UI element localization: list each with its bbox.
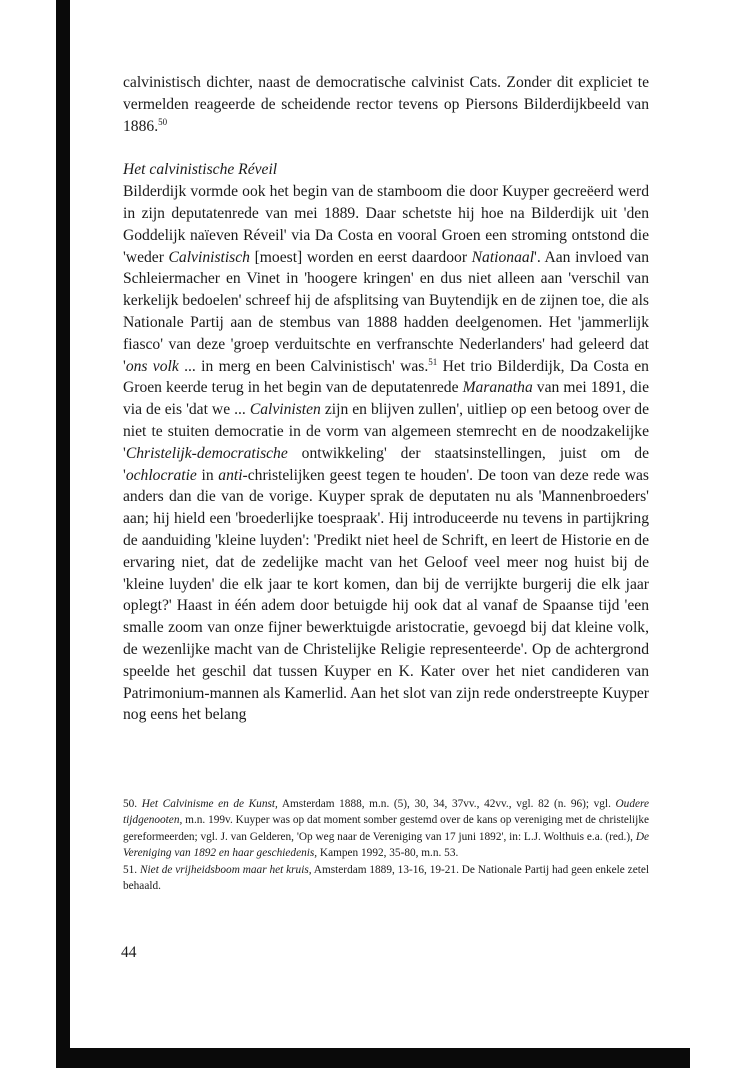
page-number: 44 [121,944,137,961]
footnote-51: 51. Niet de vrijheidsboom maar het kruis, Amsterdam 1889, 13-16, 19-21. De Nationale Partij had geen enkele zetel behaald. [123,863,649,893]
section-heading: Het calvinistische Réveil [123,161,278,179]
main-text [123,72,649,726]
footnotes [123,796,649,894]
paragraph-2: Bilderdijk vormde ook het begin van de stamboom die door Kuyper gecreëerd werd in zijn deputatenrede van mei 1889. Daar schetste hij hoe na Bilderdijk uit 'den Goddelijk naïeven Réveil' via Da Costa en vooral Groen een stroming ontstond die 'weder Calvinistisch [moest] worden en eerst daardoor Nationaal'. Aan invloed van Schleiermacher en Vinet in 'hoogere kringen' en dus niet alleen aan 'verschil van kerkelijk bedoelen' schreef hij de afsplitsing van Buytendijk en de zijnen toe, die als Nationale Partij aan de stembus van 1888 hadden deelgenomen. Het 'jammerlijk fiasco' van deze 'groep verduitschte en verfranschte Nederlanders' had geleerd dat 'ons volk ... in merg en been Calvinistisch' was.$^{51}$ Het trio Bilderdijk, Da Costa en Groen keerde terug in het begin van de deputatenrede Maranatha van mei 1891, die via de eis 'dat we ... Calvinisten zijn en blijven zullen', uitliep op een betoog over de niet te stuiten democratie in de vorm van algemeen stemrecht en de noodzakelijke 'Christelijk-democratische ontwikkeling' der staatsinstellingen, juist om de 'ochlocratie in anti-christelijken geest tegen te houden'. De toon van deze rede was anders dan die van de vorige. Kuyper sprak de deputaten nu als 'Mannenbroeders' aan; hij hield een 'broederlijke toespraak'. Hij introduceerde nu tevens in partijkring de aanduiding 'kleine luyden': 'Predikt niet heel de Schrift, en leert de Historie en de ervaring niet, dat de zedelijke macht van het Geloof veel meer nog huist bij de 'kleine luyden' die elk jaar te kort komen, dan bij de verrijkte burgerij die elk jaar oplegt?' Haast in één adem door betuigde hij ook dat al vanaf de Spaanse tijd 'een smalle zoom van onze fijner bewerktuigde aristocratie, gevoegd bij dat kleine volk, de wezenlijke macht van de Christelijke Religie representeerde'. Op de achtergrond speelde het geschil dat tussen Kuyper en K. Kater over het niet candideren van Patrimonium-mannen als Kamerlid. Aan het slot van zijn rede onderstreepte Kuyper nog eens het belang [123,183,649,724]
footnote-ref-50: 50 [158,116,168,127]
footnote-ref-51: 51 [428,356,438,367]
footnote-50: 50. Het Calvinisme en de Kunst, Amsterdam 1888, m.n. (5), 30, 34, 37vv., 42vv., vgl. 82 (n. 96); vgl. Oudere tijdgenooten, m.n. 199v. Kuyper was op dat moment somber gestemd over de kans op vereniging met de christelijke gereformeerden; vgl. J. van Gelderen, 'Op weg naar de Vereniging van 17 juni 1892', in: L.J. Wolthuis e.a. (red.), De Vereniging van 1892 en haar geschiedenis, Kampen 1992, 35-80, m.n. 53. [123,798,649,860]
paragraph-1-text: calvinistisch dichter, naast de democratische calvinist Cats. Zonder dit expliciet te vermelden reageerde de scheidende rector tevens op Piersons Bilderdijkbeeld van 1886. [123,74,649,135]
page-bottom-shadow [56,1048,690,1068]
paragraph-1 [123,72,649,137]
page-spine-shadow [56,0,70,1068]
